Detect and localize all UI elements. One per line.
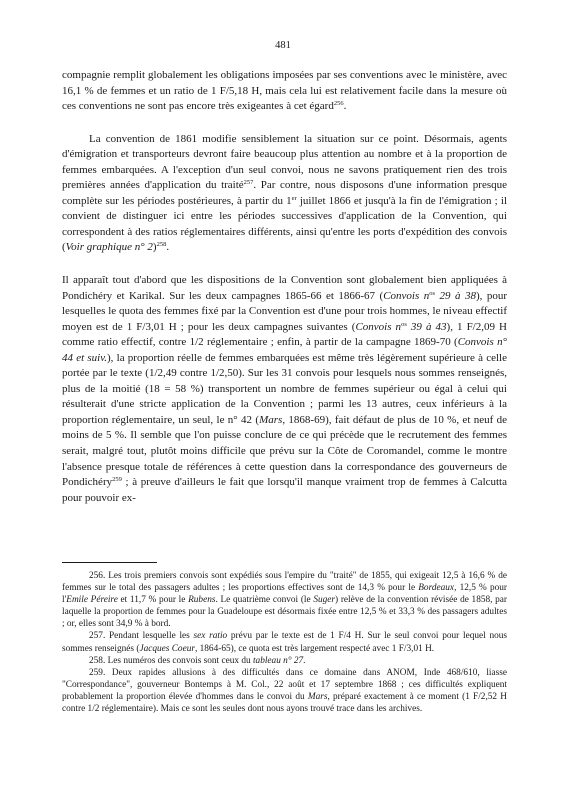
text-run: juillet 1866 et jusqu'à la fin de l'émigration ; il convient de distinguer ici entre les périodes successives d'application de la Convention, qui correspondent à des ratios réglementaires différents, ainsi qu'entre les ports d'expédition des convois ( xyxy=(62,194,508,254)
page-number: 481 xyxy=(275,40,291,51)
text-run: 259. Deux rapides allusions à des difficultés dans ce domaine dans ANOM, Inde 468/610, liasse "Correspondance", gouverneur Bontemps à M. Col., 22 août et 17 septembre 1868 ; ces difficultés expliquent probablement la proportion élevée d'hommes dans le convoi du xyxy=(62,667,507,702)
text-run: . xyxy=(343,100,347,113)
italic-text: Jacques Coeur xyxy=(139,643,195,654)
footnote-259 xyxy=(62,667,507,715)
text-run: 258. Les numéros des convois sont ceux du xyxy=(89,655,253,666)
note-ref: er xyxy=(291,194,297,202)
note-ref: 259 xyxy=(112,476,122,484)
text-run: ), pour lesquelles le quota des femmes fixé par la Convention est d'une pour trois hommes, le niveau effectif moyen est de 1 F/3,01 H ; pour les deux campagnes suivantes ( xyxy=(62,289,508,333)
text-run: . xyxy=(166,241,170,254)
footnotes xyxy=(62,570,507,715)
footnote-256 xyxy=(62,570,507,630)
text-run: , 12,5 % pour l' xyxy=(62,583,507,606)
text-run: ; à preuve d'ailleurs le fait que lorsqu'il manque vraiment trop de femmes à Calcutta pour pouvoir ex- xyxy=(62,476,507,504)
italic-text: Convois n° 44 et suiv. xyxy=(62,336,507,364)
italic-text: Suger xyxy=(313,595,336,606)
italic-text: 39 à 43 xyxy=(406,320,447,333)
text-run: . Le quatrième convoi (le xyxy=(215,595,314,606)
text-run: . xyxy=(303,655,306,666)
italic-text: Rubens xyxy=(188,595,216,606)
note-ref: 257 xyxy=(243,179,254,187)
text-run: 256. Les trois premiers convois sont expédiés sous l'empire du "traité" de 1855, qui exigeait 12,5 à 16,6 % de femmes sur le total des passagers adultes ; les proportions effectives sont de 14,3 % pour le xyxy=(62,571,507,594)
italic-text: Mars xyxy=(259,413,283,426)
italic-text: 29 à 38 xyxy=(435,289,476,302)
text-run: , 1864-65), ce quota est très largement respecté avec 1 F/3,01 H. xyxy=(194,643,435,654)
text-run: et 11,7 % pour le xyxy=(117,595,189,606)
footnote-257 xyxy=(62,630,507,654)
note-ref: os xyxy=(429,289,436,297)
text-run: ), 1 F/2,09 H comme ratio effectif, contre 1/2 réglementaire ; enfin, à partir de la campagne 1869-70 ( xyxy=(62,320,507,349)
body-text xyxy=(62,68,507,506)
text-run: compagnie remplit globalement les obligations imposées par ses conventions avec le ministère, avec 16,1 % de femmes et un ratio de 1 F/5,18 H, mais cela lui est relativement facile dans la mesure où ces conventions ne sont pas encore très exigeantes à cet égard xyxy=(62,69,507,113)
text-run: ) xyxy=(152,241,157,254)
footnote-separator xyxy=(62,562,157,563)
note-ref: 256 xyxy=(333,100,344,108)
paragraph xyxy=(62,273,507,506)
text-run: ), la proportion réelle de femmes embarquées est même très légèrement supérieure à celle portée par le texte (1/2,49 contre 1/2,50). Sur les 31 convois pour lesquels nous sommes renseignés, plus de la moitié (18 = 58 %) transportent un nombre de femmes supérieur ou égal à celui qui résulterait d'une stricte application de la Convention ; parmi les 13 autres, ceux inférieurs à la proportion réglementaire, un seul, le n° 42 ( xyxy=(62,351,507,426)
note-ref: 258 xyxy=(156,241,167,249)
text-run: ) relève de la convention révisée de 1858, par laquelle la proportion de femmes pour la Guadeloupe est désormais fixée entre 12,5 % et 33,3 % des passagers adultes ; or, elles sont 34,9 % à bord. xyxy=(62,595,508,630)
italic-text: tableau n° 27 xyxy=(252,655,304,666)
italic-text: Voir graphique n° 2 xyxy=(65,241,153,254)
paragraph xyxy=(62,132,507,256)
italic-text: Bordeaux xyxy=(418,583,455,594)
italic-text: Mars xyxy=(307,691,328,702)
italic-text: sex ratio xyxy=(193,631,228,642)
text-run: La convention de 1861 modifie sensiblement la situation sur ce point. Désormais, agents d'émigration et transporteurs devront faire beaucoup plus attention au nombre et à la proportion de femmes embarquées. A l'exception d'un seul convoi, nous ne savons pratiquement rien des trois premières années d'application du traité xyxy=(62,132,507,192)
note-ref: os xyxy=(401,320,407,328)
italic-text: Convois n xyxy=(355,320,402,333)
text-run: , préparé exactement à ce moment (1 F/2,52 H contre 1/2 réglementaire). Mais ce sont les seules dont nous ayons trouvé trace dans les archives. xyxy=(62,691,508,715)
text-run: 257. Pendant lesquelle les xyxy=(89,631,194,642)
text-run: . Par contre, nous disposons d'une information presque complète sur les périodes postérieures, à partir du 1 xyxy=(62,179,507,207)
text-run: prévu par le texte est de 1 F/4 H. Sur le seul convoi pour lequel nous sommes renseignés ( xyxy=(62,631,508,654)
text-run: Il apparaît tout d'abord que les dispositions de la Convention sont globalement bien appliquées à Pondichéry et Karikal. Sur les deux campagnes 1865-66 et 1866-67 ( xyxy=(62,274,507,302)
paragraph xyxy=(62,68,507,115)
footnote-258 xyxy=(62,655,507,667)
italic-text: Emile Péreire xyxy=(66,595,118,606)
text-run: , 1868-69), fait défaut de plus de 10 %, et neuf de moins de 5 %. Il semble que l'on puisse conclure de ce qui précède que le recrutement des femmes serait, malgré tout, plutôt moins difficile que prévu sur la Côte de Coromandel, comme le montre l'absence presque totale de références à cette question dans la correspondance des gouverneurs de Pondichéry xyxy=(62,413,507,489)
italic-text: Convois n xyxy=(383,289,430,302)
